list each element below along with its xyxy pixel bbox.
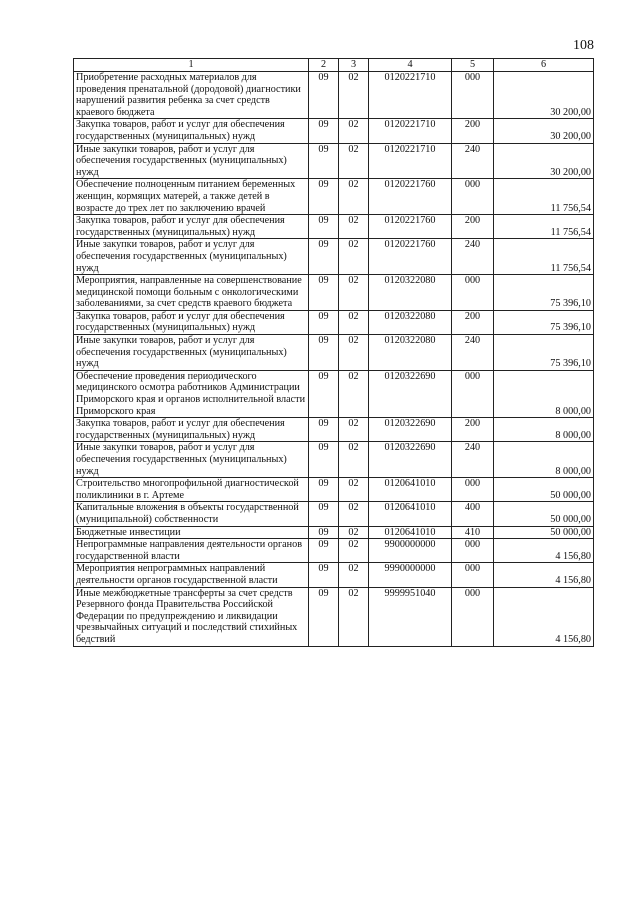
row-amount-cell: 11 756,54: [494, 179, 594, 215]
row-code-5-cell: 240: [452, 143, 494, 179]
row-amount-cell: 30 200,00: [494, 72, 594, 119]
row-code-2-cell: 09: [309, 442, 339, 478]
table-row: [74, 539, 594, 563]
table-row: [74, 502, 594, 526]
row-code-5-cell: 000: [452, 370, 494, 417]
row-code-4-cell: 9999951040: [369, 587, 452, 646]
row-name-cell: Иные закупки товаров, работ и услуг для обеспечения государственных (муниципальных) нужд: [74, 143, 309, 179]
row-code-3-cell: 02: [339, 418, 369, 442]
row-code-2-cell: 09: [309, 587, 339, 646]
table-row: [74, 119, 594, 143]
row-code-3-cell: 02: [339, 587, 369, 646]
table-row: [74, 239, 594, 275]
table-row: [74, 442, 594, 478]
row-code-4-cell: 0120221710: [369, 119, 452, 143]
row-code-3-cell: 02: [339, 143, 369, 179]
row-code-4-cell: 9900000000: [369, 539, 452, 563]
table-row: [74, 563, 594, 587]
row-code-5-cell: 000: [452, 563, 494, 587]
row-name-cell: Закупка товаров, работ и услуг для обеспечения государственных (муниципальных) нужд: [74, 310, 309, 334]
row-code-3-cell: 02: [339, 275, 369, 311]
row-code-2-cell: 09: [309, 502, 339, 526]
row-code-4-cell: 0120322080: [369, 335, 452, 371]
row-name-cell: Бюджетные инвестиции: [74, 526, 309, 539]
row-code-2-cell: 09: [309, 215, 339, 239]
row-code-3-cell: 02: [339, 539, 369, 563]
row-code-5-cell: 000: [452, 275, 494, 311]
header-cell: 1: [74, 59, 309, 72]
row-code-3-cell: 02: [339, 239, 369, 275]
table-row: [74, 335, 594, 371]
row-amount-cell: 8 000,00: [494, 442, 594, 478]
header-cell: 5: [452, 59, 494, 72]
row-code-4-cell: 0120221760: [369, 239, 452, 275]
row-amount-cell: 50 000,00: [494, 478, 594, 502]
row-code-4-cell: 0120322690: [369, 442, 452, 478]
row-code-4-cell: 0120322080: [369, 310, 452, 334]
row-code-5-cell: 000: [452, 72, 494, 119]
table-row: [74, 310, 594, 334]
row-code-5-cell: 240: [452, 442, 494, 478]
row-code-2-cell: 09: [309, 526, 339, 539]
row-amount-cell: 75 396,10: [494, 310, 594, 334]
row-amount-cell: 4 156,80: [494, 539, 594, 563]
row-code-4-cell: 0120322690: [369, 370, 452, 417]
row-code-5-cell: 200: [452, 310, 494, 334]
row-amount-cell: 30 200,00: [494, 119, 594, 143]
row-code-2-cell: 09: [309, 179, 339, 215]
row-code-4-cell: 0120641010: [369, 502, 452, 526]
row-name-cell: Закупка товаров, работ и услуг для обеспечения государственных (муниципальных) нужд: [74, 418, 309, 442]
row-code-2-cell: 09: [309, 143, 339, 179]
row-code-4-cell: 0120641010: [369, 526, 452, 539]
table-row: [74, 478, 594, 502]
table-row: [74, 526, 594, 539]
row-code-5-cell: 200: [452, 119, 494, 143]
table-row: [74, 215, 594, 239]
row-code-5-cell: 200: [452, 215, 494, 239]
row-code-3-cell: 02: [339, 442, 369, 478]
row-code-2-cell: 09: [309, 563, 339, 587]
row-code-3-cell: 02: [339, 179, 369, 215]
row-amount-cell: 8 000,00: [494, 370, 594, 417]
row-code-3-cell: 02: [339, 215, 369, 239]
row-name-cell: Иные закупки товаров, работ и услуг для обеспечения государственных (муниципальных) нужд: [74, 335, 309, 371]
row-code-3-cell: 02: [339, 526, 369, 539]
header-cell: 4: [369, 59, 452, 72]
row-code-2-cell: 09: [309, 239, 339, 275]
table-row: [74, 72, 594, 119]
budget-table: [73, 58, 594, 647]
row-code-2-cell: 09: [309, 275, 339, 311]
row-code-4-cell: 0120221710: [369, 72, 452, 119]
row-amount-cell: 75 396,10: [494, 335, 594, 371]
row-code-4-cell: 0120641010: [369, 478, 452, 502]
table-body: [74, 72, 594, 647]
row-name-cell: Обеспечение проведения периодического медицинского осмотра работников Администрации Приморского края и органов исполнительной власти Приморского края: [74, 370, 309, 417]
row-name-cell: Закупка товаров, работ и услуг для обеспечения государственных (муниципальных) нужд: [74, 119, 309, 143]
row-name-cell: Непрограммные направления деятельности органов государственной власти: [74, 539, 309, 563]
row-amount-cell: 11 756,54: [494, 239, 594, 275]
row-code-5-cell: 240: [452, 239, 494, 275]
row-code-2-cell: 09: [309, 310, 339, 334]
row-name-cell: Иные закупки товаров, работ и услуг для обеспечения государственных (муниципальных) нужд: [74, 239, 309, 275]
row-amount-cell: 75 396,10: [494, 275, 594, 311]
page-number: 108: [573, 38, 594, 53]
row-amount-cell: 8 000,00: [494, 418, 594, 442]
row-name-cell: Мероприятия, направленные на совершенствование медицинской помощи больным с онкологическими заболеваниями, за счет средств краевого бюджета: [74, 275, 309, 311]
row-code-2-cell: 09: [309, 539, 339, 563]
row-code-4-cell: 0120221760: [369, 179, 452, 215]
row-code-5-cell: 000: [452, 539, 494, 563]
row-code-4-cell: 0120322080: [369, 275, 452, 311]
row-name-cell: Иные закупки товаров, работ и услуг для обеспечения государственных (муниципальных) нужд: [74, 442, 309, 478]
row-code-2-cell: 09: [309, 335, 339, 371]
row-code-5-cell: 000: [452, 478, 494, 502]
row-name-cell: Строительство многопрофильной диагностической поликлиники в г. Артеме: [74, 478, 309, 502]
table-row: [74, 275, 594, 311]
header-cell: 3: [339, 59, 369, 72]
row-name-cell: Закупка товаров, работ и услуг для обеспечения государственных (муниципальных) нужд: [74, 215, 309, 239]
row-code-3-cell: 02: [339, 370, 369, 417]
table-row: [74, 179, 594, 215]
table-row: [74, 418, 594, 442]
row-code-3-cell: 02: [339, 72, 369, 119]
row-amount-cell: 50 000,00: [494, 526, 594, 539]
row-amount-cell: 11 756,54: [494, 215, 594, 239]
header-row: [74, 59, 594, 72]
row-code-5-cell: 240: [452, 335, 494, 371]
row-name-cell: Мероприятия непрограммных направлений деятельности органов государственной власти: [74, 563, 309, 587]
row-amount-cell: 30 200,00: [494, 143, 594, 179]
row-code-3-cell: 02: [339, 119, 369, 143]
row-amount-cell: 4 156,80: [494, 587, 594, 646]
row-code-2-cell: 09: [309, 418, 339, 442]
row-name-cell: Иные межбюджетные трансферты за счет средств Резервного фонда Правительства Российской Федерации по предупреждению и ликвидации чрезвычайных ситуаций и последствий стихийных бедствий: [74, 587, 309, 646]
row-name-cell: Обеспечение полноценным питанием беременных женщин, кормящих матерей, а также детей в возрасте до трех лет по заключению врачей: [74, 179, 309, 215]
row-code-5-cell: 000: [452, 179, 494, 215]
row-code-2-cell: 09: [309, 370, 339, 417]
row-code-2-cell: 09: [309, 478, 339, 502]
row-code-2-cell: 09: [309, 72, 339, 119]
row-code-3-cell: 02: [339, 478, 369, 502]
row-code-4-cell: 0120221710: [369, 143, 452, 179]
row-code-3-cell: 02: [339, 563, 369, 587]
row-code-4-cell: 9990000000: [369, 563, 452, 587]
table-row: [74, 587, 594, 646]
row-code-4-cell: 0120221760: [369, 215, 452, 239]
row-code-5-cell: 200: [452, 418, 494, 442]
row-code-3-cell: 02: [339, 502, 369, 526]
row-name-cell: Капитальные вложения в объекты государственной (муниципальной) собственности: [74, 502, 309, 526]
table-row: [74, 143, 594, 179]
row-code-5-cell: 000: [452, 587, 494, 646]
header-cell: 2: [309, 59, 339, 72]
row-code-3-cell: 02: [339, 335, 369, 371]
row-name-cell: Приобретение расходных материалов для проведения пренатальной (дородовой) диагностики нарушений развития ребенка за счет средств краевого бюджета: [74, 72, 309, 119]
row-amount-cell: 50 000,00: [494, 502, 594, 526]
row-code-4-cell: 0120322690: [369, 418, 452, 442]
header-cell: 6: [494, 59, 594, 72]
row-code-2-cell: 09: [309, 119, 339, 143]
row-code-5-cell: 410: [452, 526, 494, 539]
row-amount-cell: 4 156,80: [494, 563, 594, 587]
row-code-5-cell: 400: [452, 502, 494, 526]
table-row: [74, 370, 594, 417]
row-code-3-cell: 02: [339, 310, 369, 334]
